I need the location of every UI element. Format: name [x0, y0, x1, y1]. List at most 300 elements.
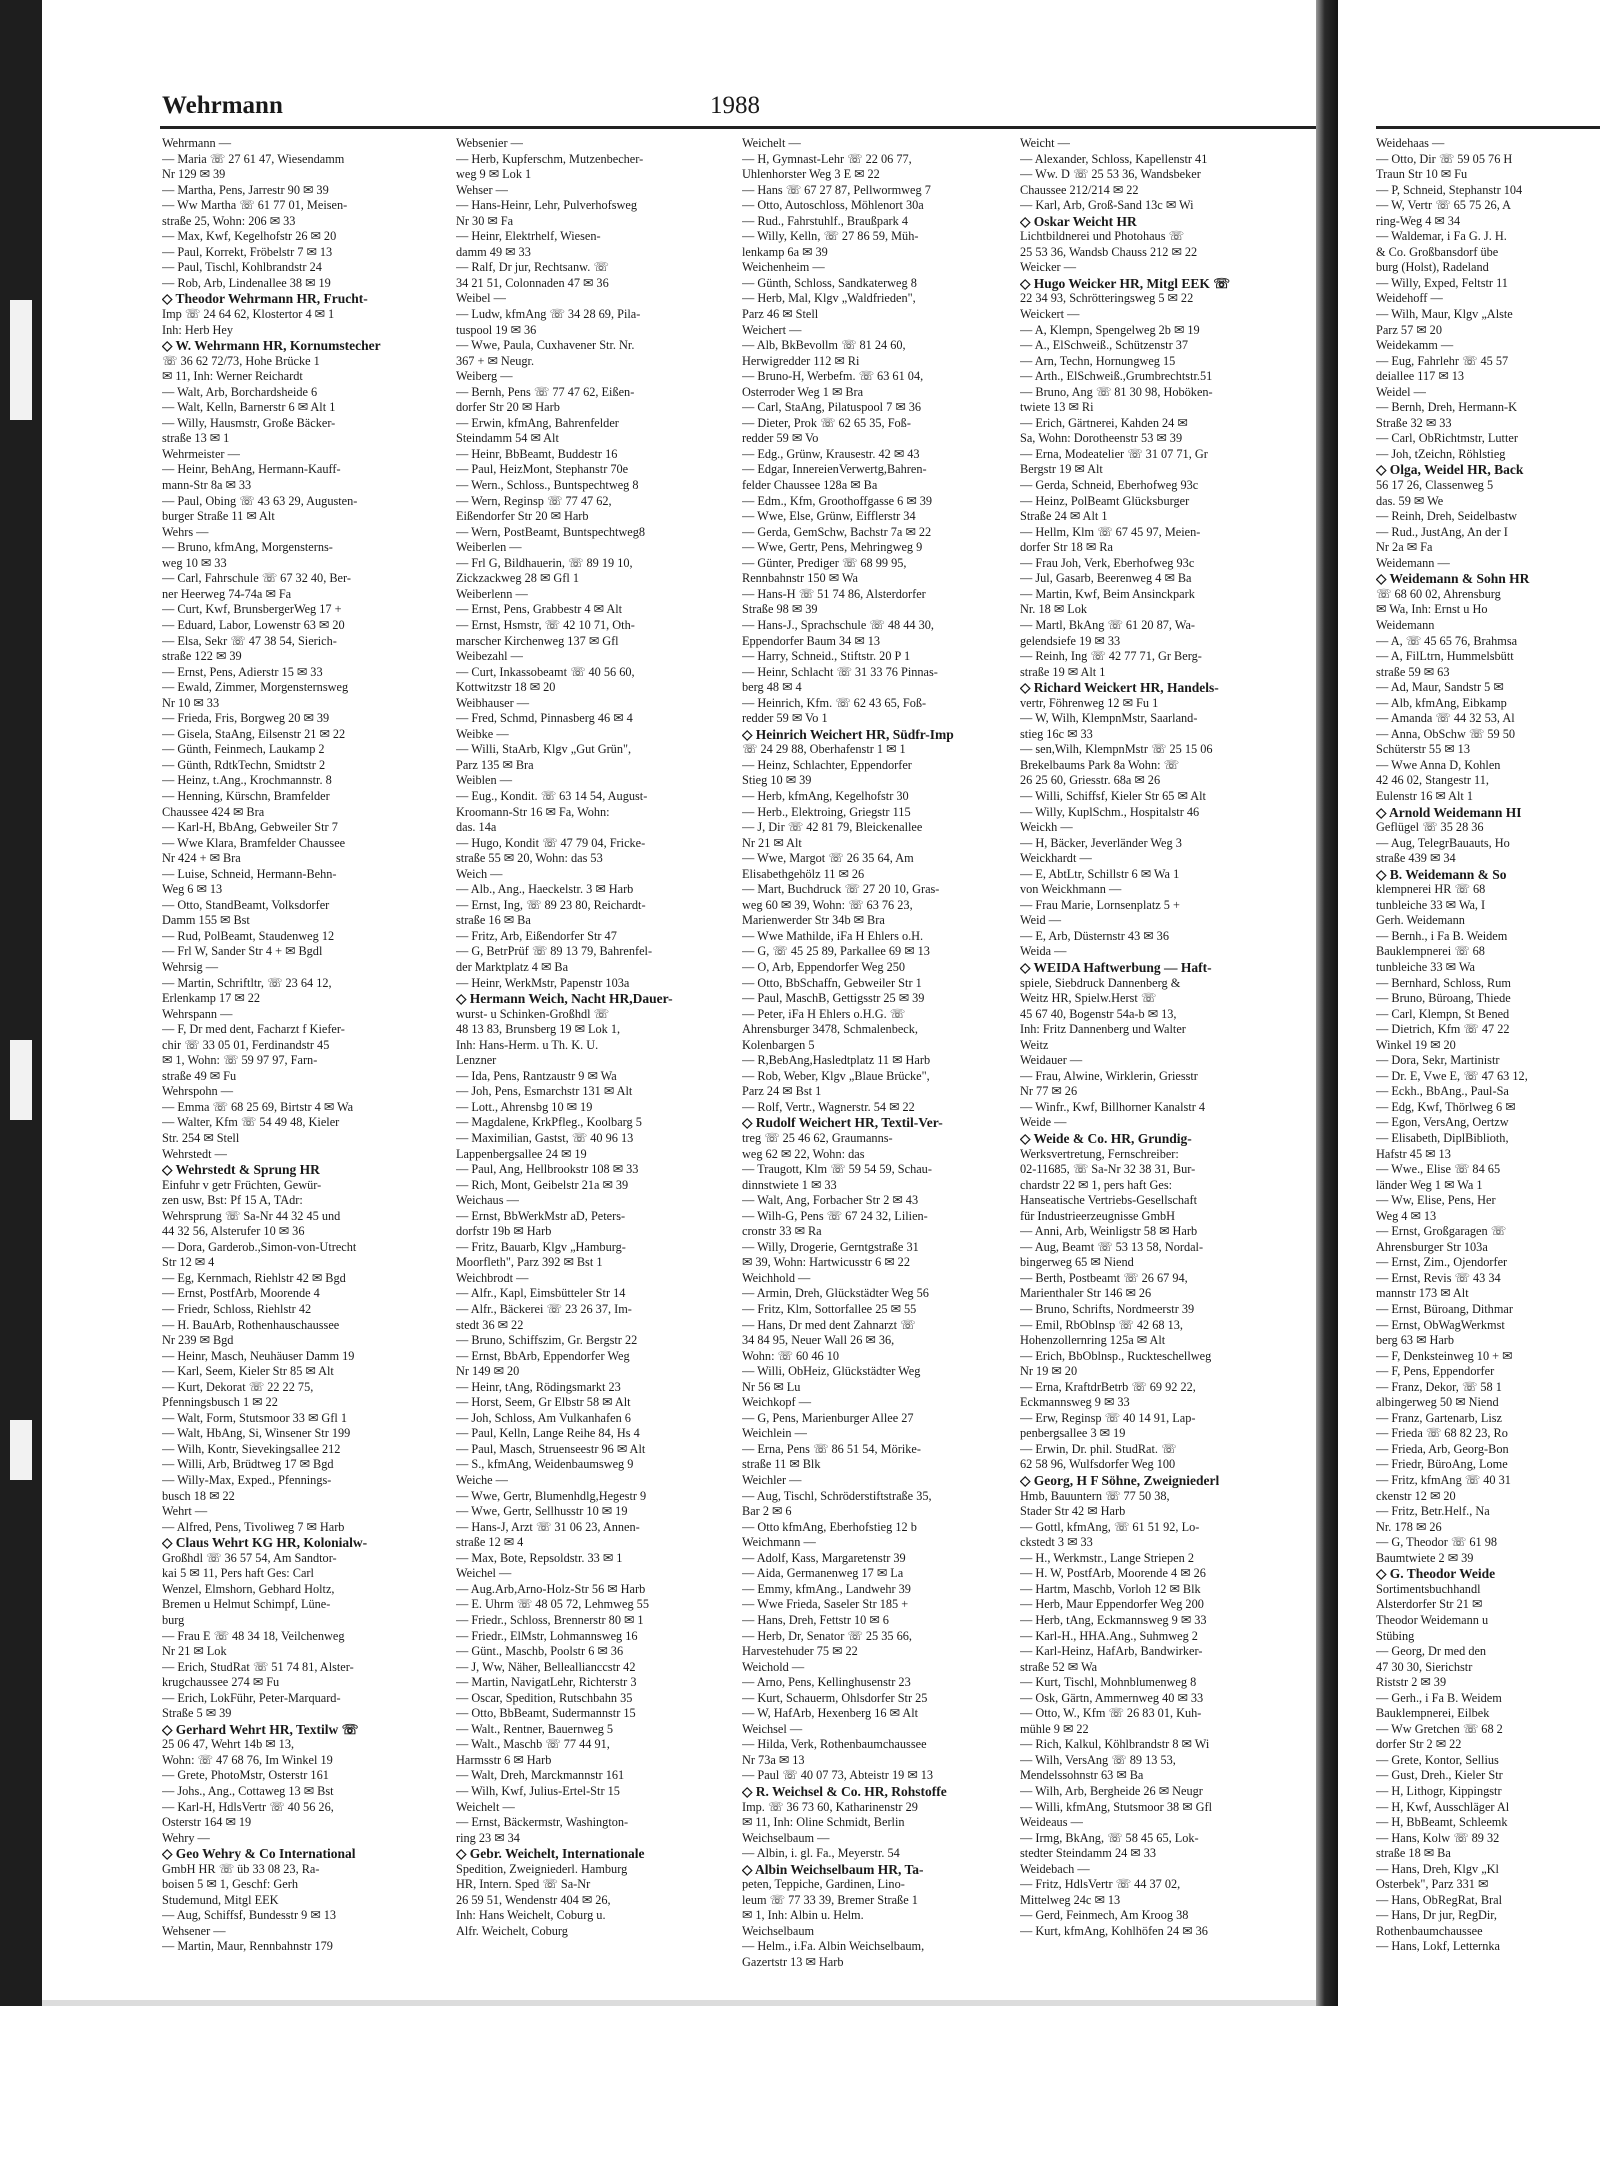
- directory-entry-line: — Erna, KraftdrBetrb ☏ 69 92 22,: [1020, 1379, 1196, 1394]
- directory-entry-line: Nr. 18 ✉ Lok: [1020, 602, 1088, 617]
- directory-entry-line: straße 16 ✉ Ba: [456, 913, 531, 928]
- directory-entry-line: — Wwe Mathilde, iFa H Ehlers o.H.: [742, 928, 924, 943]
- directory-entry-line: damm 49 ✉ 33: [456, 244, 531, 259]
- directory-column-3: [742, 136, 986, 1971]
- directory-entry-line: — Aug, Schiffsf, Bundesstr 9 ✉ 13: [162, 1908, 337, 1923]
- directory-entry-line: dorfstr 19b ✉ Harb: [456, 1224, 552, 1239]
- directory-entry-line: — Heinz, PolBeamt Glücksburger: [1020, 493, 1190, 508]
- directory-entry-line: — Wilh, Kontr, Sievekingsallee 212: [162, 1441, 341, 1456]
- directory-entry-line: — Anna, ObSchw ☏ 59 50: [1376, 726, 1516, 741]
- directory-entry-line: ☏ 24 29 88, Oberhafenstr 1 ✉ 1: [742, 742, 906, 757]
- directory-entry-line: — Eckh., BbAng., Paul-Sa: [1376, 1084, 1509, 1099]
- directory-entry-line: Chaussee 212/214 ✉ 22: [1020, 182, 1139, 197]
- directory-entry-line: — Erwin, kfmAng, Bahrenfelder: [456, 415, 619, 430]
- directory-entry-line: Kolenbargen 5: [742, 1037, 815, 1052]
- directory-entry-line: twiete 13 ✉ Ri: [1020, 400, 1094, 415]
- directory-entry-line: Weickert —: [1020, 307, 1080, 322]
- directory-entry-line: — Frieda, Arb, Georg-Bon: [1376, 1441, 1509, 1456]
- directory-entry-line: Weichelt —: [456, 1799, 515, 1814]
- directory-entry-line: Kroomann-Str 16 ✉ Fa, Wohn:: [456, 804, 610, 819]
- directory-entry-line: — A, Klempn, Spengelweg 2b ✉ 19: [1020, 322, 1200, 337]
- directory-entry-line: — Günt., Maschb, Poolstr 6 ✉ 36: [456, 1644, 624, 1659]
- directory-entry-line: — Frau Joh, Verk, Eberhofweg 93c: [1020, 555, 1195, 570]
- directory-entry-line: — Paul, Kelln, Lange Reihe 84, Hs 4: [456, 1426, 640, 1441]
- directory-entry-line: Eckmannsweg 9 ✉ 33: [1020, 1395, 1130, 1410]
- directory-entry-line: — Erich, LokFühr, Peter-Marquard-: [162, 1690, 341, 1705]
- directory-entry-line: — Kurt, kfmAng, Kohlhöfen 24 ✉ 36: [1020, 1923, 1208, 1938]
- directory-entry-line: Werksvertretung, Fernschreiber:: [1020, 1146, 1179, 1161]
- directory-entry-line: Geflügel ☏ 35 28 36: [1376, 820, 1484, 835]
- directory-entry-line: chardstr 22 ✉ 1, pers haft Ges:: [1020, 1177, 1173, 1192]
- directory-entry-line: Marienthaler Str 146 ✉ 26: [1020, 1286, 1152, 1301]
- directory-entry-line: — Hans, Dreh, Fettstr 10 ✉ 6: [742, 1612, 889, 1627]
- directory-entry-line: Weichhold —: [742, 1270, 811, 1285]
- directory-entry-line: — Erich, StudRat ☏ 51 74 81, Alster-: [162, 1659, 354, 1674]
- directory-entry-line: — Erwin, Dr. phil. StudRat. ☏: [1020, 1441, 1177, 1456]
- directory-entry-line: dinnstwiete 1 ✉ 33: [742, 1177, 837, 1192]
- directory-entry-line: ◇ Richard Weickert HR, Handels-: [1020, 680, 1219, 696]
- directory-entry-line: — Gerda, GemSchw, Bachstr 7a ✉ 22: [742, 524, 932, 539]
- directory-entry-line: — Wilh-G, Pens ☏ 67 24 32, Lilien-: [742, 1208, 928, 1223]
- directory-entry-line: Zickzackweg 28 ✉ Gfl 1: [456, 571, 579, 586]
- directory-entry-line: — Berth, Postbeamt ☏ 26 67 94,: [1020, 1270, 1188, 1285]
- directory-entry-line: Wehrmann —: [162, 136, 232, 150]
- directory-entry-line: — F, Denksteinweg 10 + ✉: [1376, 1348, 1513, 1363]
- directory-entry-line: — Waldemar, i Fa G. J. H.: [1376, 229, 1507, 244]
- directory-entry-line: GmbH HR ☏ üb 33 08 23, Ra-: [162, 1861, 320, 1876]
- directory-entry-line: Gazertstr 13 ✉ Harb: [742, 1954, 844, 1969]
- directory-entry-line: ☏ 36 62 72/73, Hohe Brücke 1: [162, 353, 320, 368]
- directory-entry-line: — Bernh, Pens ☏ 77 47 62, Eißen-: [456, 384, 635, 399]
- directory-entry-line: — Elsa, Sekr ☏ 47 38 54, Sierich-: [162, 633, 337, 648]
- directory-entry-line: — Paul, Tischl, Kohlbrandstr 24: [162, 260, 322, 275]
- directory-entry-line: Weidebach —: [1020, 1861, 1090, 1876]
- directory-entry-line: — Reinh, Dreh, Seidelbastw: [1376, 509, 1518, 524]
- directory-entry-line: — Herb, Kupferschm, Mutzenbecher-: [456, 151, 644, 166]
- directory-entry-line: — Hans-J, Arzt ☏ 31 06 23, Annen-: [456, 1519, 640, 1534]
- directory-entry-line: ◇ WEIDA Haftwerbung — Haft-: [1020, 959, 1212, 975]
- directory-entry-line: Eißendorfer Str 20 ✉ Harb: [456, 509, 589, 524]
- directory-entry-line: — Martin, Schriftltr, ☏ 23 64 12,: [162, 975, 332, 990]
- directory-entry-line: — Emma ☏ 68 25 69, Birtstr 4 ✉ Wa: [162, 1099, 354, 1114]
- directory-entry-line: Weiberlen —: [456, 540, 522, 555]
- directory-entry-line: — O, Arb, Eppendorfer Weg 250: [742, 959, 906, 974]
- directory-entry-line: Baumtwiete 2 ✉ 39: [1376, 1550, 1474, 1565]
- directory-entry-line: — Wilh, Kwf, Julius-Ertel-Str 15: [456, 1783, 620, 1798]
- directory-entry-line: — Karl-H., HHA.Ang., Suhmweg 2: [1020, 1628, 1198, 1643]
- directory-entry-line: — E, AbtLtr, Schillstr 6 ✉ Wa 1: [1020, 866, 1180, 881]
- directory-entry-line: 25 06 47, Wehrt 14b ✉ 13,: [162, 1737, 295, 1752]
- directory-entry-line: — Eug, Fahrlehr ☏ 45 57: [1376, 353, 1509, 368]
- directory-entry-line: ckenstr 12 ✉ 20: [1376, 1488, 1456, 1503]
- directory-entry-line: — Aug, Tischl, Schröderstiftstraße 35,: [742, 1488, 932, 1503]
- directory-entry-line: — Otto, Autoschloss, Möhlenort 30a: [742, 198, 924, 213]
- directory-entry-line: vertr, Föhrenweg 12 ✉ Fu 1: [1020, 695, 1159, 710]
- directory-entry-line: — Ernst, Bäckermstr, Washington-: [456, 1815, 629, 1830]
- directory-entry-line: — Winfr., Kwf, Billhorner Kanalstr 4: [1020, 1099, 1206, 1114]
- directory-entry-line: Weidemann: [1376, 617, 1435, 632]
- directory-entry-line: Weichbrodt —: [456, 1270, 529, 1285]
- directory-entry-line: Nr 10 ✉ 33: [162, 695, 220, 710]
- directory-entry-line: weg 10 ✉ 33: [162, 555, 227, 570]
- directory-entry-line: — Wwe, Else, Grünw, Eifflerstr 34: [742, 509, 916, 524]
- directory-entry-line: — Anni, Arb, Weinligstr 58 ✉ Harb: [1020, 1224, 1198, 1239]
- directory-entry-line: — S., kfmAng, Weidenbaumsweg 9: [456, 1457, 634, 1472]
- directory-entry-line: — Friedr, BüroAng, Lome: [1376, 1457, 1508, 1472]
- directory-entry-line: Herwigredder 112 ✉ Ri: [742, 353, 860, 368]
- directory-entry-line: marscher Kirchenweg 137 ✉ Gfl: [456, 633, 619, 648]
- directory-entry-line: straße 122 ✉ 39: [162, 649, 242, 664]
- directory-entry-line: Theodor Weidemann u: [1376, 1612, 1489, 1627]
- directory-entry-line: — Ludw, kfmAng ☏ 34 28 69, Pila-: [456, 307, 641, 322]
- directory-entry-line: Nr 77 ✉ 26: [1020, 1084, 1078, 1099]
- directory-entry-line: — Ewald, Zimmer, Morgensternsweg: [162, 680, 349, 695]
- directory-entry-line: — Frl G, Bildhauerin, ☏ 89 19 10,: [456, 555, 633, 570]
- directory-entry-line: — Magdalene, KrkPfleg., Koolbarg 5: [456, 1115, 642, 1130]
- directory-entry-line: — Ernst, Großgaragen ☏: [1376, 1224, 1507, 1239]
- directory-entry-line: Studemund, Mitgl EEK: [162, 1892, 279, 1907]
- directory-entry-line: — Rob, Weber, Klgv „Blaue Brücke",: [742, 1068, 930, 1083]
- directory-entry-line: — Otto, Dir ☏ 59 05 76 H: [1376, 151, 1513, 166]
- directory-entry-line: & Co. Großbansdorf übe: [1376, 244, 1499, 259]
- directory-entry-line: stieg 16c ✉ 33: [1020, 726, 1093, 741]
- directory-entry-line: — Hans-J., Sprachschule ☏ 48 44 30,: [742, 617, 934, 632]
- directory-entry-line: — G, ☏ 45 25 89, Parkallee 69 ✉ 13: [742, 944, 930, 959]
- directory-entry-line: — Ernst, Revis ☏ 43 34: [1376, 1270, 1501, 1285]
- directory-entry-line: mann-Str 8a ✉ 33: [162, 478, 252, 493]
- directory-entry-line: — Hans ☏ 67 27 87, Pellwormweg 7: [742, 182, 931, 197]
- directory-entry-line: Weg 4 ✉ 13: [1376, 1208, 1437, 1223]
- directory-entry-line: — Paul, HeizMont, Stephanstr 70e: [456, 462, 629, 477]
- directory-entry-line: — Ad, Maur, Sandstr 5 ✉: [1376, 680, 1504, 695]
- running-head: Wehrmann: [162, 92, 283, 119]
- directory-entry-line: — Paul, Ang, Hellbrookstr 108 ✉ 33: [456, 1162, 639, 1177]
- directory-entry-line: — Willi, Schiffsf, Kieler Str 65 ✉ Alt: [1020, 788, 1206, 803]
- directory-entry-line: Weichmann —: [742, 1535, 816, 1550]
- directory-entry-line: — Aug, Beamt ☏ 53 13 58, Nordal-: [1020, 1239, 1204, 1254]
- directory-entry-line: — E, Arb, Düsternstr 43 ✉ 36: [1020, 928, 1169, 943]
- directory-entry-line: — Armin, Dreh, Glückstädter Weg 56: [742, 1286, 929, 1301]
- directory-entry-line: — Willy, KuplSchm., Hospitalstr 46: [1020, 804, 1200, 819]
- directory-entry-line: — Edg., Grünw, Krausestr. 42 ✉ 43: [742, 446, 920, 461]
- directory-entry-line: Weichold —: [742, 1659, 805, 1674]
- directory-entry-line: dorfer Str 20 ✉ Harb: [456, 400, 560, 415]
- directory-entry-line: redder 59 ✉ Vo: [742, 431, 819, 446]
- directory-entry-line: peten, Teppiche, Gardinen, Lino-: [742, 1877, 905, 1892]
- directory-entry-line: Stieg 10 ✉ 39: [742, 773, 812, 788]
- directory-entry-line: — Herb, tAng, Eckmannsweg 9 ✉ 33: [1020, 1612, 1207, 1627]
- directory-entry-line: — Martl, BkAng ☏ 61 20 87, Wa-: [1020, 617, 1196, 632]
- directory-entry-line: Ahrensburger 3478, Schmalenbeck,: [742, 1022, 918, 1037]
- directory-entry-line: — Edgar, InnereienVerwertg,Bahren-: [742, 462, 927, 477]
- directory-entry-line: — Erna, Pens ☏ 86 51 54, Mörike-: [742, 1441, 921, 1456]
- directory-entry-line: lenkamp 6a ✉ 39: [742, 244, 828, 259]
- directory-entry-line: — Karl-H, BbAng, Gebweiler Str 7: [162, 820, 338, 835]
- directory-entry-line: — Edg, Kwf, Thörlweg 6 ✉: [1376, 1099, 1516, 1114]
- directory-entry-line: — Frau E ☏ 48 34 18, Veilchenweg: [162, 1628, 345, 1643]
- directory-entry-line: — W, Wilh, KlempnMstr, Saarland-: [1020, 711, 1198, 726]
- directory-entry-line: — Ernst, BbWerkMstr aD, Peters-: [456, 1208, 626, 1223]
- directory-entry-line: — Gust, Dreh., Kieler Str: [1376, 1768, 1503, 1783]
- directory-entry-line: ✉ 1, Inh: Albin u. Helm.: [742, 1908, 864, 1923]
- directory-entry-line: — Hans, Dr med dent Zahnarzt ☏: [742, 1317, 916, 1332]
- directory-entry-line: — Max, Bote, Repsoldstr. 33 ✉ 1: [456, 1550, 623, 1565]
- directory-entry-line: — Ernst, Pens, Grabbestr 4 ✉ Alt: [456, 602, 623, 617]
- directory-entry-line: — Wwe, Margot ☏ 26 35 64, Am: [742, 851, 914, 866]
- directory-entry-line: 62 58 96, Wulfsdorfer Weg 100: [1020, 1457, 1176, 1472]
- directory-entry-line: — Luise, Schneid, Hermann-Behn-: [162, 866, 337, 881]
- directory-entry-line: — P, Schneid, Stephanstr 104: [1376, 182, 1523, 197]
- directory-entry-line: — Ernst, Hsmstr, ☏ 42 10 71, Oth-: [456, 617, 635, 632]
- directory-entry-line: 26 59 51, Wendenstr 404 ✉ 26,: [456, 1892, 611, 1907]
- directory-entry-line: Erlenkamp 17 ✉ 22: [162, 991, 261, 1006]
- scan-edge: [0, 0, 42, 2006]
- directory-entry-line: — F, Pens, Eppendorfer: [1376, 1364, 1495, 1379]
- directory-entry-line: Nr 239 ✉ Bgd: [162, 1333, 234, 1348]
- directory-entry-line: — Rich, Mont, Geibelstr 21a ✉ 39: [456, 1177, 629, 1192]
- directory-entry-line: Großhdl ☏ 36 57 54, Am Sandtor-: [162, 1550, 337, 1565]
- directory-entry-line: — Wern, PostBeamt, Buntspechtweg8: [456, 524, 646, 539]
- directory-entry-line: — Walt, HbAng, Si, Winsener Str 199: [162, 1426, 351, 1441]
- directory-entry-line: Nr 30 ✉ Fa: [456, 213, 514, 228]
- directory-entry-line: ✉ 1, Wohn: ☏ 59 97 97, Farn-: [162, 1053, 318, 1068]
- directory-entry-line: Weiberg —: [456, 369, 513, 384]
- directory-entry-line: — E. Uhrm ☏ 48 05 72, Lehmweg 55: [456, 1597, 649, 1612]
- directory-entry-line: — Karl-H, HdlsVertr ☏ 40 56 26,: [162, 1799, 334, 1814]
- directory-entry-line: — Otto, BbBeamt, Sudermannstr 15: [456, 1706, 636, 1721]
- directory-entry-line: ◇ Weidemann & Sohn HR: [1376, 571, 1530, 587]
- directory-entry-line: Wehser —: [456, 182, 508, 197]
- directory-entry-line: straße 13 ✉ 1: [162, 431, 230, 446]
- directory-entry-line: felder Chaussee 128a ✉ Ba: [742, 478, 878, 493]
- directory-entry-line: — Martha, Pens, Jarrestr 90 ✉ 39: [162, 182, 329, 197]
- directory-entry-line: Harvestehuder 75 ✉ 22: [742, 1644, 858, 1659]
- directory-entry-line: — Wwe, Gertr, Blumenhdlg,Hegestr 9: [456, 1488, 647, 1503]
- directory-entry-line: — Ww, Elise, Pens, Her: [1376, 1193, 1496, 1208]
- directory-entry-line: Inh: Herb Hey: [162, 322, 234, 337]
- directory-entry-line: — Albin, i. gl. Fa., Meyerstr. 54: [742, 1846, 900, 1861]
- directory-entry-line: — Günth, Feinmech, Laukamp 2: [162, 742, 325, 757]
- directory-entry-line: Weichler —: [742, 1473, 802, 1488]
- directory-entry-line: — Walt, Ang, Forbacher Str 2 ✉ 43: [742, 1193, 919, 1208]
- directory-entry-line: Weicker —: [1020, 260, 1077, 275]
- directory-entry-line: Kottwitzstr 18 ✉ 20: [456, 680, 556, 695]
- directory-entry-line: ◇ R. Weichsel & Co. HR, Rohstoffe: [742, 1783, 947, 1799]
- directory-entry-line: — R,BebAng,Hasledtplatz 11 ✉ Harb: [742, 1053, 931, 1068]
- directory-entry-line: — Bruno, Schiffszim, Gr. Bergstr 22: [456, 1333, 638, 1348]
- directory-entry-line: — Gottl, kfmAng, ☏ 61 51 92, Lo-: [1020, 1519, 1200, 1534]
- directory-entry-line: Parz 57 ✉ 20: [1376, 322, 1442, 337]
- book-gutter: [1316, 0, 1338, 2006]
- directory-entry-line: — Walt, Form, Stutsmoor 33 ✉ Gfl 1: [162, 1410, 348, 1425]
- directory-entry-line: Imp. ☏ 36 73 60, Katharinenstr 29: [742, 1799, 918, 1814]
- directory-entry-line: Nr 73a ✉ 13: [742, 1752, 805, 1767]
- directory-entry-line: chir ☏ 33 05 01, Ferdinandstr 45: [162, 1037, 330, 1052]
- directory-entry-line: — Paul ☏ 40 07 73, Abteistr 19 ✉ 13: [742, 1768, 934, 1783]
- directory-entry-line: — Joh, Pens, Esmarchstr 131 ✉ Alt: [456, 1084, 633, 1099]
- directory-entry-line: straße 52 ✉ Wa: [1020, 1659, 1098, 1674]
- directory-entry-line: Straße 24 ✉ Alt 1: [1020, 509, 1108, 524]
- directory-entry-line: — Alfr., Kapl, Eimsbütteler Str 14: [456, 1286, 626, 1301]
- directory-entry-line: — Rud., Fahrstuhlf., Braußpark 4: [742, 213, 908, 228]
- directory-entry-line: Einfuhr v getr Früchten, Gewür-: [162, 1177, 322, 1192]
- directory-entry-line: dorfer Str 18 ✉ Ra: [1020, 540, 1113, 555]
- directory-entry-line: — Hellm, Klm ☏ 67 45 97, Meien-: [1020, 524, 1201, 539]
- directory-entry-line: — Paul, Korrekt, Fröbelstr 7 ✉ 13: [162, 244, 333, 259]
- directory-entry-line: cronstr 33 ✉ Ra: [742, 1224, 822, 1239]
- directory-entry-line: — Willi, kfmAng, Stutsmoor 38 ✉ Gfl: [1020, 1799, 1212, 1814]
- directory-entry-line: — Gerh., i Fa B. Weidem: [1376, 1690, 1502, 1705]
- directory-entry-line: Wehrsig —: [162, 959, 219, 974]
- directory-entry-line: kai 5 ✉ 11, Pers haft Ges: Carl: [162, 1566, 314, 1581]
- directory-entry-line: Eulenstr 16 ✉ Alt 1: [1376, 788, 1474, 803]
- directory-entry-line: Bauklempnerei, Eilbek: [1376, 1706, 1490, 1721]
- directory-entry-line: Weiche —: [456, 1473, 508, 1488]
- directory-entry-line: — H, Bäcker, Jeverländer Weg 3: [1020, 835, 1182, 850]
- directory-entry-line: mannstr 173 ✉ Alt: [1376, 1286, 1469, 1301]
- directory-entry-line: — Willi, ObHeiz, Glückstädter Weg: [742, 1364, 921, 1379]
- directory-entry-line: — Amanda ☏ 44 32 53, Al: [1376, 711, 1515, 726]
- directory-entry-line: ◇ G. Theodor Weide: [1376, 1566, 1496, 1582]
- directory-entry-line: — Karl-Heinz, HafArb, Bandwirker-: [1020, 1644, 1203, 1659]
- directory-entry-line: — Hugo, Kondit ☏ 47 79 04, Fricke-: [456, 835, 646, 850]
- directory-entry-line: — Otto, StandBeamt, Volksdorfer: [162, 897, 330, 912]
- directory-entry-line: — Horst, Seem, Gr Elbstr 58 ✉ Alt: [456, 1395, 631, 1410]
- directory-entry-line: 44 32 56, Alsterufer 10 ✉ 36: [162, 1224, 305, 1239]
- directory-entry-line: — Ralf, Dr jur, Rechtsanw. ☏: [456, 260, 609, 275]
- directory-entry-line: Mittelweg 24c ✉ 13: [1020, 1892, 1121, 1907]
- directory-entry-line: — Erich, Gärtnerei, Kahden 24 ✉: [1020, 415, 1188, 430]
- directory-entry-line: Wohn: ☏ 47 68 76, Im Winkel 19: [162, 1752, 333, 1767]
- directory-entry-line: — Carl, ObRichtmstr, Lutter: [1376, 431, 1518, 446]
- directory-entry-line: straße 25, Wohn: 206 ✉ 33: [162, 213, 296, 228]
- directory-entry-line: — Herb, kfmAng, Kegelhofstr 30: [742, 788, 909, 803]
- directory-entry-line: — Karl, Seem, Kieler Str 85 ✉ Alt: [162, 1364, 334, 1379]
- directory-entry-line: — Fred, Schmd, Pinnasberg 46 ✉ 4: [456, 711, 633, 726]
- directory-entry-line: Rothenbaumchaussee: [1376, 1923, 1483, 1938]
- directory-entry-line: 367 + ✉ Neugr.: [456, 353, 535, 368]
- directory-entry-line: — Franz, Dekor, ☏ 58 1: [1376, 1379, 1502, 1394]
- directory-entry-line: — Bernh., i Fa B. Weidem: [1376, 928, 1508, 943]
- directory-entry-line: bingerweg 65 ✉ Niend: [1020, 1255, 1134, 1270]
- directory-entry-line: leum ☏ 77 33 39, Bremer Straße 1: [742, 1892, 918, 1907]
- directory-entry-line: Riststr 2 ✉ 39: [1376, 1675, 1447, 1690]
- directory-entry-line: boisen 5 ✉ 1, Geschf: Gerh: [162, 1877, 298, 1892]
- directory-entry-line: — Carl, Klempn, St Bened: [1376, 1006, 1510, 1021]
- directory-entry-line: — Dora, Sekr, Martinistr: [1376, 1053, 1500, 1068]
- directory-entry-line: — Walt, Arb, Borchardsheide 6: [162, 384, 318, 399]
- directory-entry-line: — Alfr., Bäckerei ☏ 23 26 37, Im-: [456, 1302, 632, 1317]
- directory-entry-line: — Wern, Reginsp ☏ 77 47 62,: [456, 493, 612, 508]
- directory-entry-line: — Hans-H ☏ 51 74 86, Alsterdorfer: [742, 586, 926, 601]
- directory-entry-line: — Willy-Max, Exped., Pfennings-: [162, 1473, 332, 1488]
- directory-entry-line: Weichel —: [456, 1566, 512, 1581]
- directory-entry-line: straße 19 ✉ Alt 1: [1020, 664, 1106, 679]
- directory-entry-line: — Wwe Anna D, Kohlen: [1376, 757, 1501, 772]
- directory-entry-line: 02-11685, ☏ Sa-Nr 32 38 31, Bur-: [1020, 1162, 1196, 1177]
- directory-entry-line: — Gerd, Feinmech, Am Kroog 38: [1020, 1908, 1189, 1923]
- directory-entry-line: Steindamm 54 ✉ Alt: [456, 431, 559, 446]
- directory-entry-line: Wehrs —: [162, 524, 209, 539]
- directory-entry-line: — Wwe, Paula, Cuxhavener Str. Nr.: [456, 338, 635, 353]
- directory-entry-line: — Herb., Elektroing, Griegstr 115: [742, 804, 911, 819]
- directory-entry-line: — G, Pens, Marienburger Allee 27: [742, 1410, 914, 1425]
- directory-entry-line: ✉ Wa, Inh: Ernst u Ho: [1376, 602, 1488, 617]
- directory-entry-line: ◇ Weide & Co. HR, Grundig-: [1020, 1131, 1192, 1146]
- directory-entry-line: — Carl, StaAng, Pilatuspool 7 ✉ 36: [742, 400, 922, 415]
- directory-entry-line: Wehrt —: [162, 1504, 208, 1519]
- directory-entry-line: — Frau Marie, Lornsenplatz 5 +: [1020, 897, 1180, 912]
- directory-entry-line: — Lott., Ahrensbg 10 ✉ 19: [456, 1099, 593, 1114]
- directory-entry-line: — Dora, Garderob.,Simon-von-Utrecht: [162, 1239, 357, 1254]
- directory-entry-line: mühle 9 ✉ 22: [1020, 1721, 1089, 1736]
- directory-entry-line: — Herb, Dr, Senator ☏ 25 35 66,: [742, 1628, 912, 1643]
- directory-entry-line: Nr 2a ✉ Fa: [1376, 540, 1433, 555]
- directory-entry-line: ◇ Georg, H F Söhne, Zweigniederl: [1020, 1473, 1220, 1489]
- directory-entry-line: Osterbek", Parz 331 ✉: [1376, 1877, 1489, 1892]
- directory-entry-line: straße 11 ✉ Blk: [742, 1457, 821, 1472]
- directory-entry-line: — Paul, Obing ☏ 43 63 29, Augusten-: [162, 493, 358, 508]
- directory-entry-line: — Alb., Ang., Haeckelstr. 3 ✉ Harb: [456, 882, 634, 897]
- directory-entry-line: Damm 155 ✉ Bst: [162, 913, 250, 928]
- directory-entry-line: ◇ B. Weidemann & So: [1376, 866, 1507, 882]
- directory-entry-line: ◇ W. Wehrmann HR, Kornumstecher: [162, 338, 381, 354]
- directory-entry-line: Chaussee 424 ✉ Bra: [162, 804, 265, 819]
- directory-entry-line: stedter Steindamm 24 ✉ 33: [1020, 1846, 1156, 1861]
- directory-entry-line: — Emmy, kfmAng., Landwehr 39: [742, 1581, 911, 1596]
- directory-entry-line: — Wwe, Gertr, Pens, Mehringweg 9: [742, 540, 923, 555]
- directory-entry-line: — H., Werkmstr., Lange Striepen 2: [1020, 1550, 1194, 1565]
- directory-entry-line: — Kurt, Tischl, Mohnblumenweg 8: [1020, 1675, 1197, 1690]
- directory-entry-line: Hmb, Bauuntern ☏ 77 50 38,: [1020, 1488, 1170, 1503]
- directory-entry-line: von Weickhmann —: [1020, 882, 1122, 897]
- directory-entry-line: — Heinz, t.Ang., Krochmannstr. 8: [162, 773, 332, 788]
- directory-entry-line: Alsterdorfer Str 21 ✉: [1376, 1597, 1483, 1612]
- directory-entry-line: Nr 129 ✉ 39: [162, 167, 226, 182]
- directory-entry-line: — Gisela, StaAng, Eilsenstr 21 ✉ 22: [162, 726, 346, 741]
- directory-entry-line: — Günth, Schloss, Sandkaterweg 8: [742, 275, 917, 290]
- directory-entry-line: — Walt., Rentner, Bauernweg 5: [456, 1721, 614, 1736]
- directory-entry-line: — Hans, ObRegRat, Bral: [1376, 1892, 1503, 1907]
- directory-entry-line: — Friedr., ElMstr, Lohmannsweg 16: [456, 1628, 638, 1643]
- directory-entry-line: — Heinr, Elektrhelf, Wiesen-: [456, 229, 601, 244]
- directory-entry-line: das. 59 ✉ We: [1376, 493, 1444, 508]
- directory-entry-line: — Curt, Kwf, BrunsbergerWeg 17 +: [162, 602, 342, 617]
- directory-entry-line: — Hartm, Maschb, Vorloh 12 ✉ Blk: [1020, 1581, 1201, 1596]
- directory-entry-line: — Willi, StaArb, Klgv „Gut Grün",: [456, 742, 632, 757]
- directory-entry-line: — Frieda ☏ 68 82 23, Ro: [1376, 1426, 1508, 1441]
- directory-entry-line: — Ernst, PostfArb, Moorende 4: [162, 1286, 320, 1301]
- directory-entry-line: — Alexander, Schloss, Kapellenstr 41: [1020, 151, 1208, 166]
- directory-entry-line: Ahrensburger Str 103a: [1376, 1239, 1488, 1254]
- directory-entry-line: — Arn, Techn, Hornungweg 15: [1020, 353, 1176, 368]
- directory-entry-line: ◇ Gebr. Weichelt, Internationale: [456, 1846, 645, 1862]
- directory-entry-line: ✉ 11, Inh: Werner Reichardt: [162, 369, 303, 384]
- directory-entry-line: Parz 24 ✉ Bst 1: [742, 1084, 822, 1099]
- directory-entry-line: Eppendorfer Baum 34 ✉ 13: [742, 633, 881, 648]
- directory-entry-line: ◇ Albin Weichselbaum HR, Ta-: [742, 1861, 924, 1877]
- directory-entry-line: — Walter, Kfm ☏ 54 49 48, Kieler: [162, 1115, 340, 1130]
- directory-entry-line: — Alb, kfmAng, Eibkamp: [1376, 695, 1507, 710]
- directory-entry-line: Wehrsprung ☏ Sa-Nr 44 32 45 und: [162, 1208, 341, 1223]
- directory-entry-line: — Bruno, Ang ☏ 81 30 98, Hoböken-: [1020, 384, 1213, 399]
- directory-entry-line: Weichselbaum: [742, 1923, 815, 1938]
- directory-entry-line: redder 59 ✉ Vo 1: [742, 711, 828, 726]
- directory-entry-line: Weida —: [1020, 944, 1067, 959]
- directory-entry-line: Weichlein —: [742, 1426, 807, 1441]
- directory-entry-line: Weg 6 ✉ 13: [162, 882, 223, 897]
- directory-entry-line: — Hilda, Verk, Rothenbaumchaussee: [742, 1737, 927, 1752]
